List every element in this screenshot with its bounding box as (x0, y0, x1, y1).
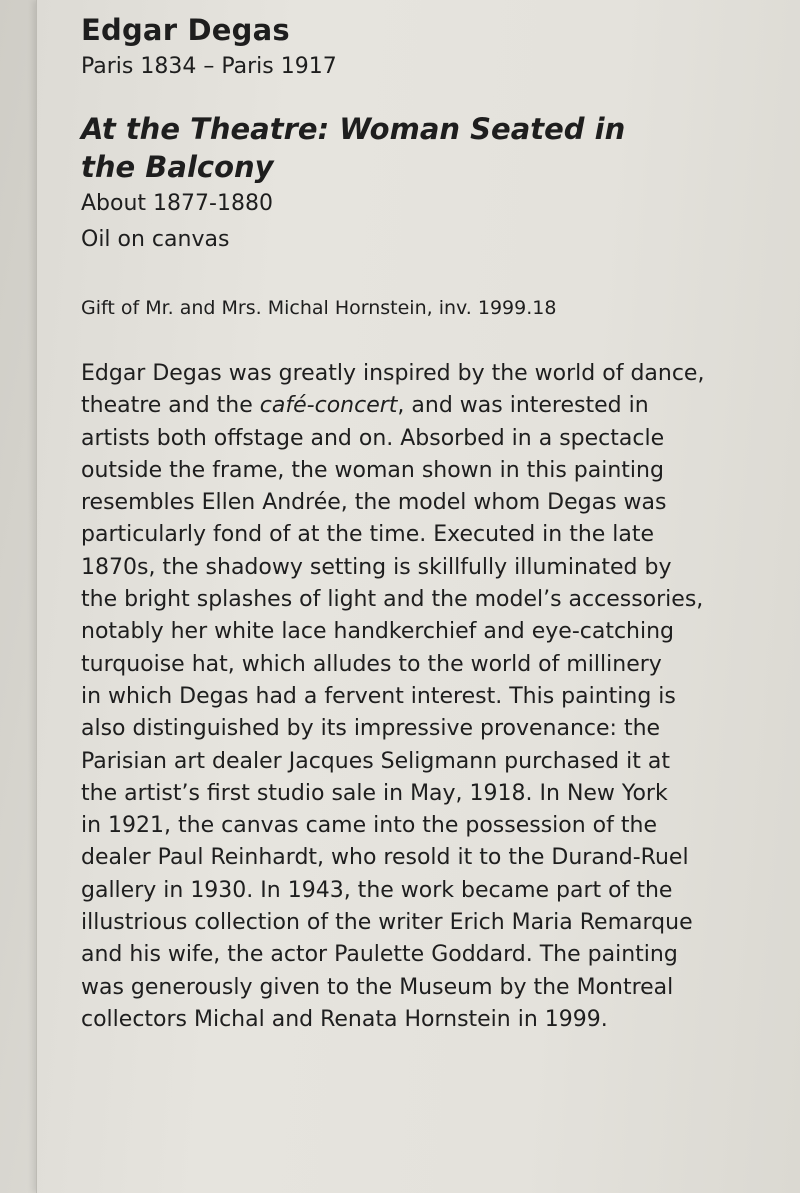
description-line: in which Degas had a fervent interest. This painting is (81, 683, 676, 709)
artist-dates: Paris 1834 – Paris 1917 (81, 54, 337, 79)
description-line (81, 390, 771, 422)
description-line: and his wife, the actor Paulette Goddard. The painting (81, 942, 678, 968)
artwork-title-line-2: the Balcony (81, 150, 274, 184)
description-line: was generously given to the Museum by the Montreal (81, 974, 674, 1000)
description-line: 1870s, the shadowy setting is skillfully illuminated by (81, 554, 672, 580)
description-line: in 1921, the canvas came into the possession of the (81, 813, 657, 839)
museum-label-card (36, 0, 800, 1193)
description-line: particularly fond of at the time. Executed in the late (81, 522, 655, 548)
credit-line: Gift of Mr. and Mrs. Michal Hornstein, inv. 1999.18 (81, 297, 557, 319)
description-line: gallery in 1930. In 1943, the work became part of the (81, 877, 673, 903)
artwork-date: About 1877-1880 (81, 191, 273, 216)
description (81, 358, 771, 1036)
description-line: notably her white lace handkerchief and eye-catching (81, 619, 675, 645)
description-line: the artist’s first studio sale in May, 1918. In New York (81, 780, 668, 806)
description-line: Edgar Degas was greatly inspired by the world of dance, (81, 361, 705, 386)
artwork-medium: Oil on canvas (81, 227, 230, 252)
description-line: outside the frame, the woman shown in this painting (81, 457, 664, 483)
description-line: Parisian art dealer Jacques Seligmann purchased it at (81, 748, 670, 774)
description-line: the bright splashes of light and the model’s accessories, (81, 587, 704, 613)
description-line: turquoise hat, which alludes to the world of millinery (81, 651, 662, 677)
description-line: also distinguished by its impressive provenance: the (81, 716, 661, 742)
description-line: collectors Michal and Renata Hornstein in 1999. (81, 1006, 608, 1032)
description-line: resembles Ellen Andrée, the model whom Degas was (81, 490, 667, 516)
description-line: artists both offstage and on. Absorbed in a spectacle (81, 425, 665, 451)
description-text: theatre and the (81, 393, 260, 419)
description-italic-term: café-concert (259, 393, 398, 419)
description-text: , and was interested in (397, 393, 649, 419)
description-line: dealer Paul Reinhardt, who resold it to the Durand-Ruel (81, 845, 689, 871)
artwork-title-line-1: At the Theatre: Woman Seated in (81, 112, 626, 146)
description-line: illustrious collection of the writer Erich Maria Remarque (81, 910, 693, 936)
artwork-title (81, 110, 641, 186)
label-text (81, 10, 771, 1036)
artist-name: Edgar Degas (81, 13, 290, 47)
